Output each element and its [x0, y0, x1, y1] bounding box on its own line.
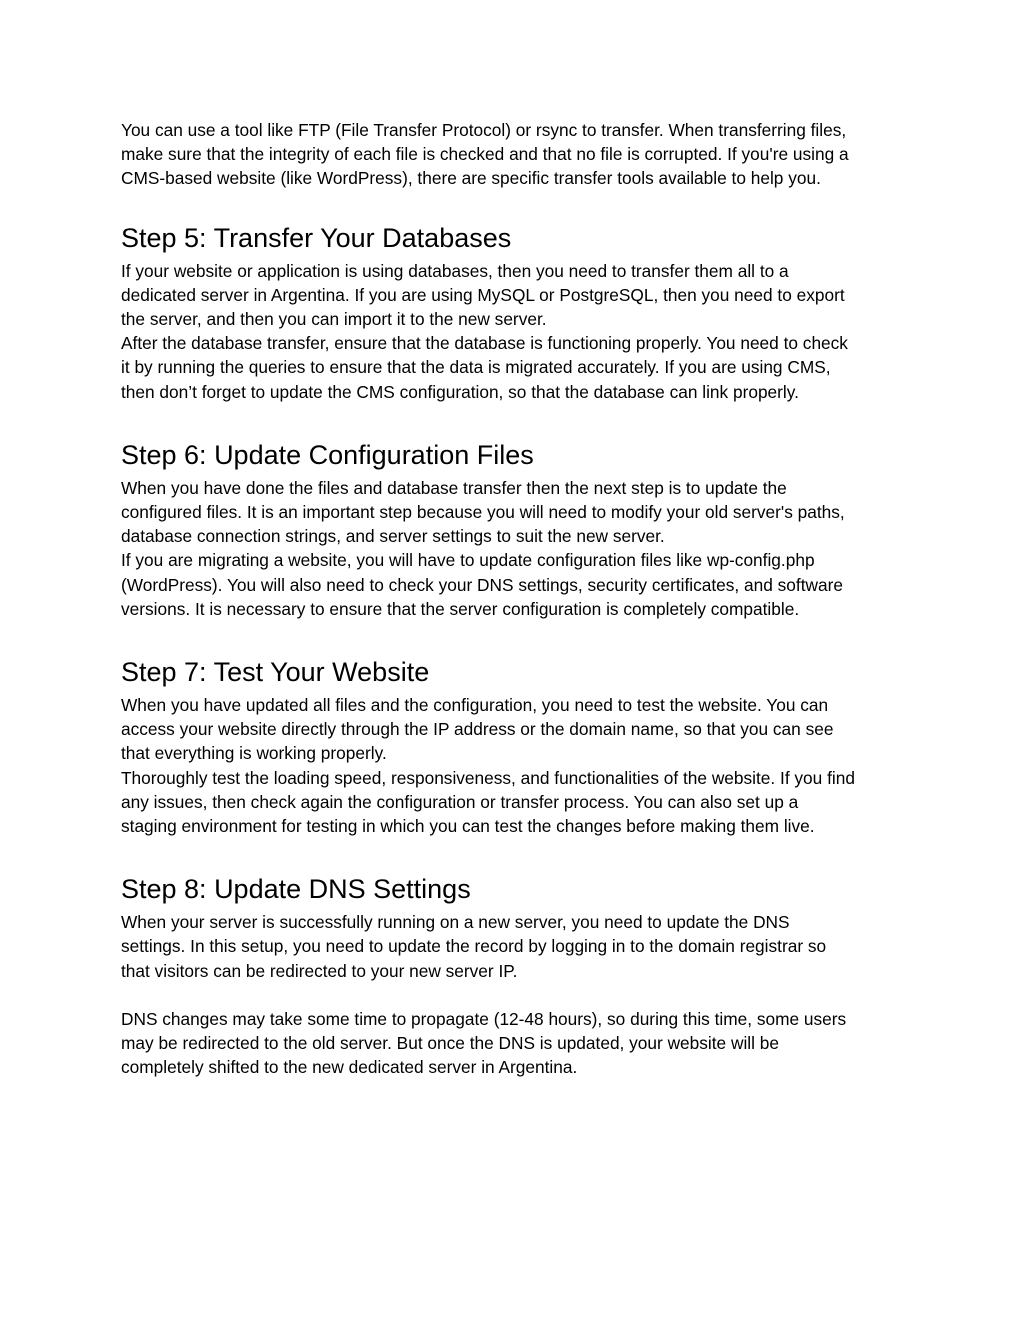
- step5-heading: Step 5: Transfer Your Databases: [121, 222, 512, 253]
- text-line: then don’t forget to update the CMS configuration, so that the database can link properly.: [121, 381, 799, 402]
- text-line: You can use a tool like FTP (File Transfer Protocol) or rsync to transfer. When transferring files,: [121, 120, 847, 140]
- text-line: (WordPress). You will also need to check your DNS settings, security certificates, and software: [121, 574, 843, 595]
- text-line: configured files. It is an important step because you will need to modify your old server's paths,: [121, 502, 845, 523]
- text-line: completely shifted to the new dedicated server in Argentina.: [121, 1057, 578, 1078]
- text-line: dedicated server in Argentina. If you are using MySQL or PostgreSQL, then you need to export: [121, 284, 845, 305]
- step7-paragraph: [121, 693, 911, 838]
- text-line: If your website or application is using databases, then you need to transfer them all to a: [121, 260, 789, 281]
- text-line: may be redirected to the old server. But once the DNS is updated, your website will be: [121, 1033, 779, 1054]
- text-line: versions. It is necessary to ensure that the server configuration is completely compatible.: [121, 598, 800, 619]
- paragraph-spacer: [121, 983, 911, 1007]
- text-line: When you have done the files and database transfer then the next step is to update the: [121, 477, 787, 498]
- text-line: any issues, then check again the configuration or transfer process. You can also set up a: [121, 791, 799, 812]
- intro-paragraph: [121, 118, 911, 191]
- text-line: settings. In this setup, you need to update the record by logging in to the domain registrar so: [121, 936, 827, 957]
- text-line: it by running the queries to ensure that the data is migrated accurately. If you are using CMS,: [121, 357, 831, 378]
- step7-heading: Step 7: Test Your Website: [121, 657, 430, 688]
- text-line: When you have updated all files and the configuration, you need to test the website. You can: [121, 695, 829, 716]
- text-line: database connection strings, and server settings to suit the new server.: [121, 526, 665, 547]
- document-page: [121, 118, 911, 1079]
- step6-paragraph: [121, 476, 911, 621]
- step8-heading: Step 8: Update DNS Settings: [121, 874, 471, 905]
- step5-paragraph: [121, 259, 911, 404]
- text-line: DNS changes may take some time to propagate (12-48 hours), so during this time, some users: [121, 1008, 847, 1029]
- step8-paragraph-b: [121, 1007, 911, 1080]
- step8-paragraph-a: [121, 910, 911, 983]
- text-line: staging environment for testing in which you can test the changes before making them live.: [121, 816, 815, 837]
- text-line: CMS-based website (like WordPress), there are specific transfer tools available to help you.: [121, 168, 821, 189]
- step6-heading: Step 6: Update Configuration Files: [121, 439, 534, 470]
- text-line: If you are migrating a website, you will have to update configuration files like wp-config.php: [121, 550, 815, 571]
- text-line: When your server is successfully running on a new server, you need to update the DNS: [121, 912, 790, 933]
- text-line: the server, and then you can import it to the new server.: [121, 309, 547, 330]
- text-line: that visitors can be redirected to your new server IP.: [121, 960, 518, 981]
- text-line: access your website directly through the IP address or the domain name, so that you can see: [121, 719, 834, 740]
- text-line: make sure that the integrity of each file is checked and that no file is corrupted. If you're using a: [121, 144, 849, 165]
- text-line: that everything is working properly.: [121, 743, 387, 764]
- text-line: After the database transfer, ensure that the database is functioning properly. You need to check: [121, 333, 848, 354]
- text-line: Thoroughly test the loading speed, responsiveness, and functionalities of the website. If you find: [121, 767, 855, 788]
